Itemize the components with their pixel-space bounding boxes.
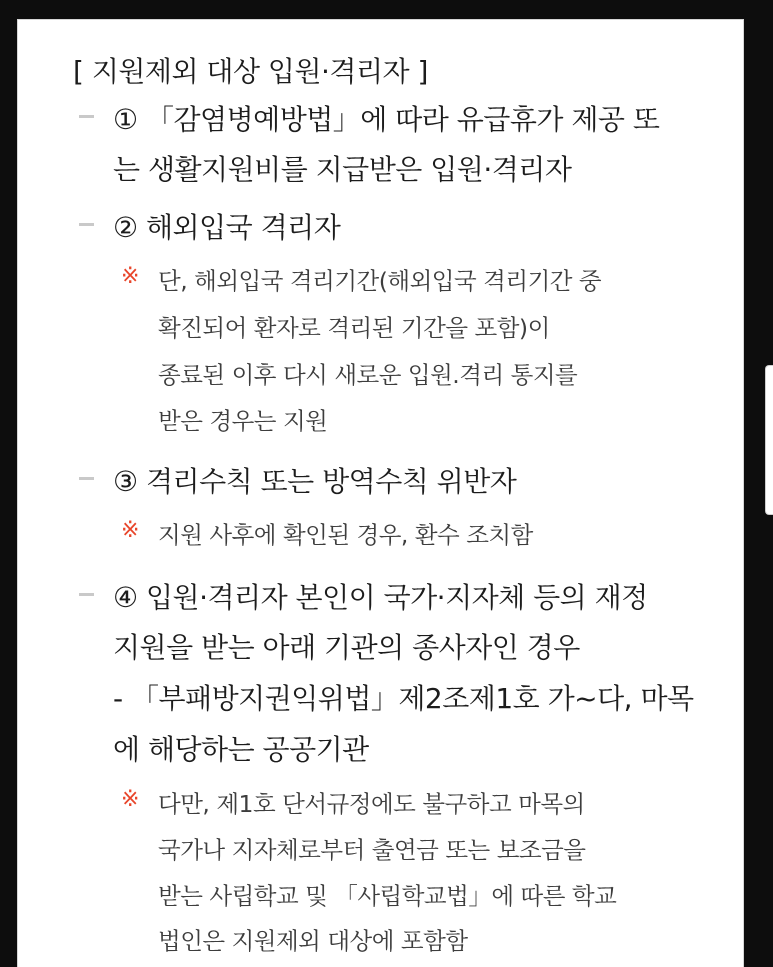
bullet-dash [79, 223, 94, 226]
bullet-dash [79, 593, 94, 596]
section-title: [ 지원제외 대상 입원·격리자 ] [73, 55, 428, 88]
item-4-note-line-4: 법인은 지원제외 대상에 포함함 [158, 927, 468, 955]
item-2-note-line-1: 단, 해외입국 격리기간(해외입국 격리기간 중 [158, 267, 602, 295]
reference-mark-icon: ※ [121, 264, 140, 289]
item-4-note-line-1: 다만, 제1호 단서규정에도 불구하고 마목의 [158, 790, 585, 818]
bullet-dash [79, 477, 94, 480]
item-4-line-2: 지원을 받는 아래 기관의 종사자인 경우 [113, 631, 580, 664]
item-4-line-3: - 「부패방지권익위법」제2조제1호 가~다, 마목 [113, 682, 694, 715]
item-2-note-line-3: 종료된 이후 다시 새로운 입원.격리 통지를 [158, 361, 578, 389]
scrollbar-thumb[interactable] [765, 365, 773, 515]
item-2-note-line-2: 확진되어 환자로 격리된 기간을 포함)이 [158, 314, 550, 342]
reference-mark-icon: ※ [121, 518, 140, 543]
item-3-note-line-1: 지원 사후에 확인된 경우, 환수 조치함 [158, 521, 533, 549]
item-1-line-2: 는 생활지원비를 지급받은 입원·격리자 [113, 153, 572, 186]
item-4-line-4: 에 해당하는 공공기관 [113, 733, 369, 766]
item-4-note-line-2: 국가나 지자체로부터 출연금 또는 보조금을 [158, 836, 586, 864]
reference-mark-icon: ※ [121, 787, 140, 812]
item-2-note-line-4: 받은 경우는 지원 [158, 407, 328, 435]
item-3-line-1: ③ 격리수칙 또는 방역수칙 위반자 [113, 465, 517, 498]
content-card [17, 19, 744, 967]
bullet-dash [79, 115, 94, 118]
item-4-line-1: ④ 입원·격리자 본인이 국가·지자체 등의 재정 [113, 581, 648, 614]
item-2-line-1: ② 해외입국 격리자 [113, 211, 341, 244]
item-1-line-1: ① 「감염병예방법」에 따라 유급휴가 제공 또 [113, 103, 660, 136]
item-4-note-line-3: 받는 사립학교 및 「사립학교법」에 따른 학교 [158, 882, 617, 910]
